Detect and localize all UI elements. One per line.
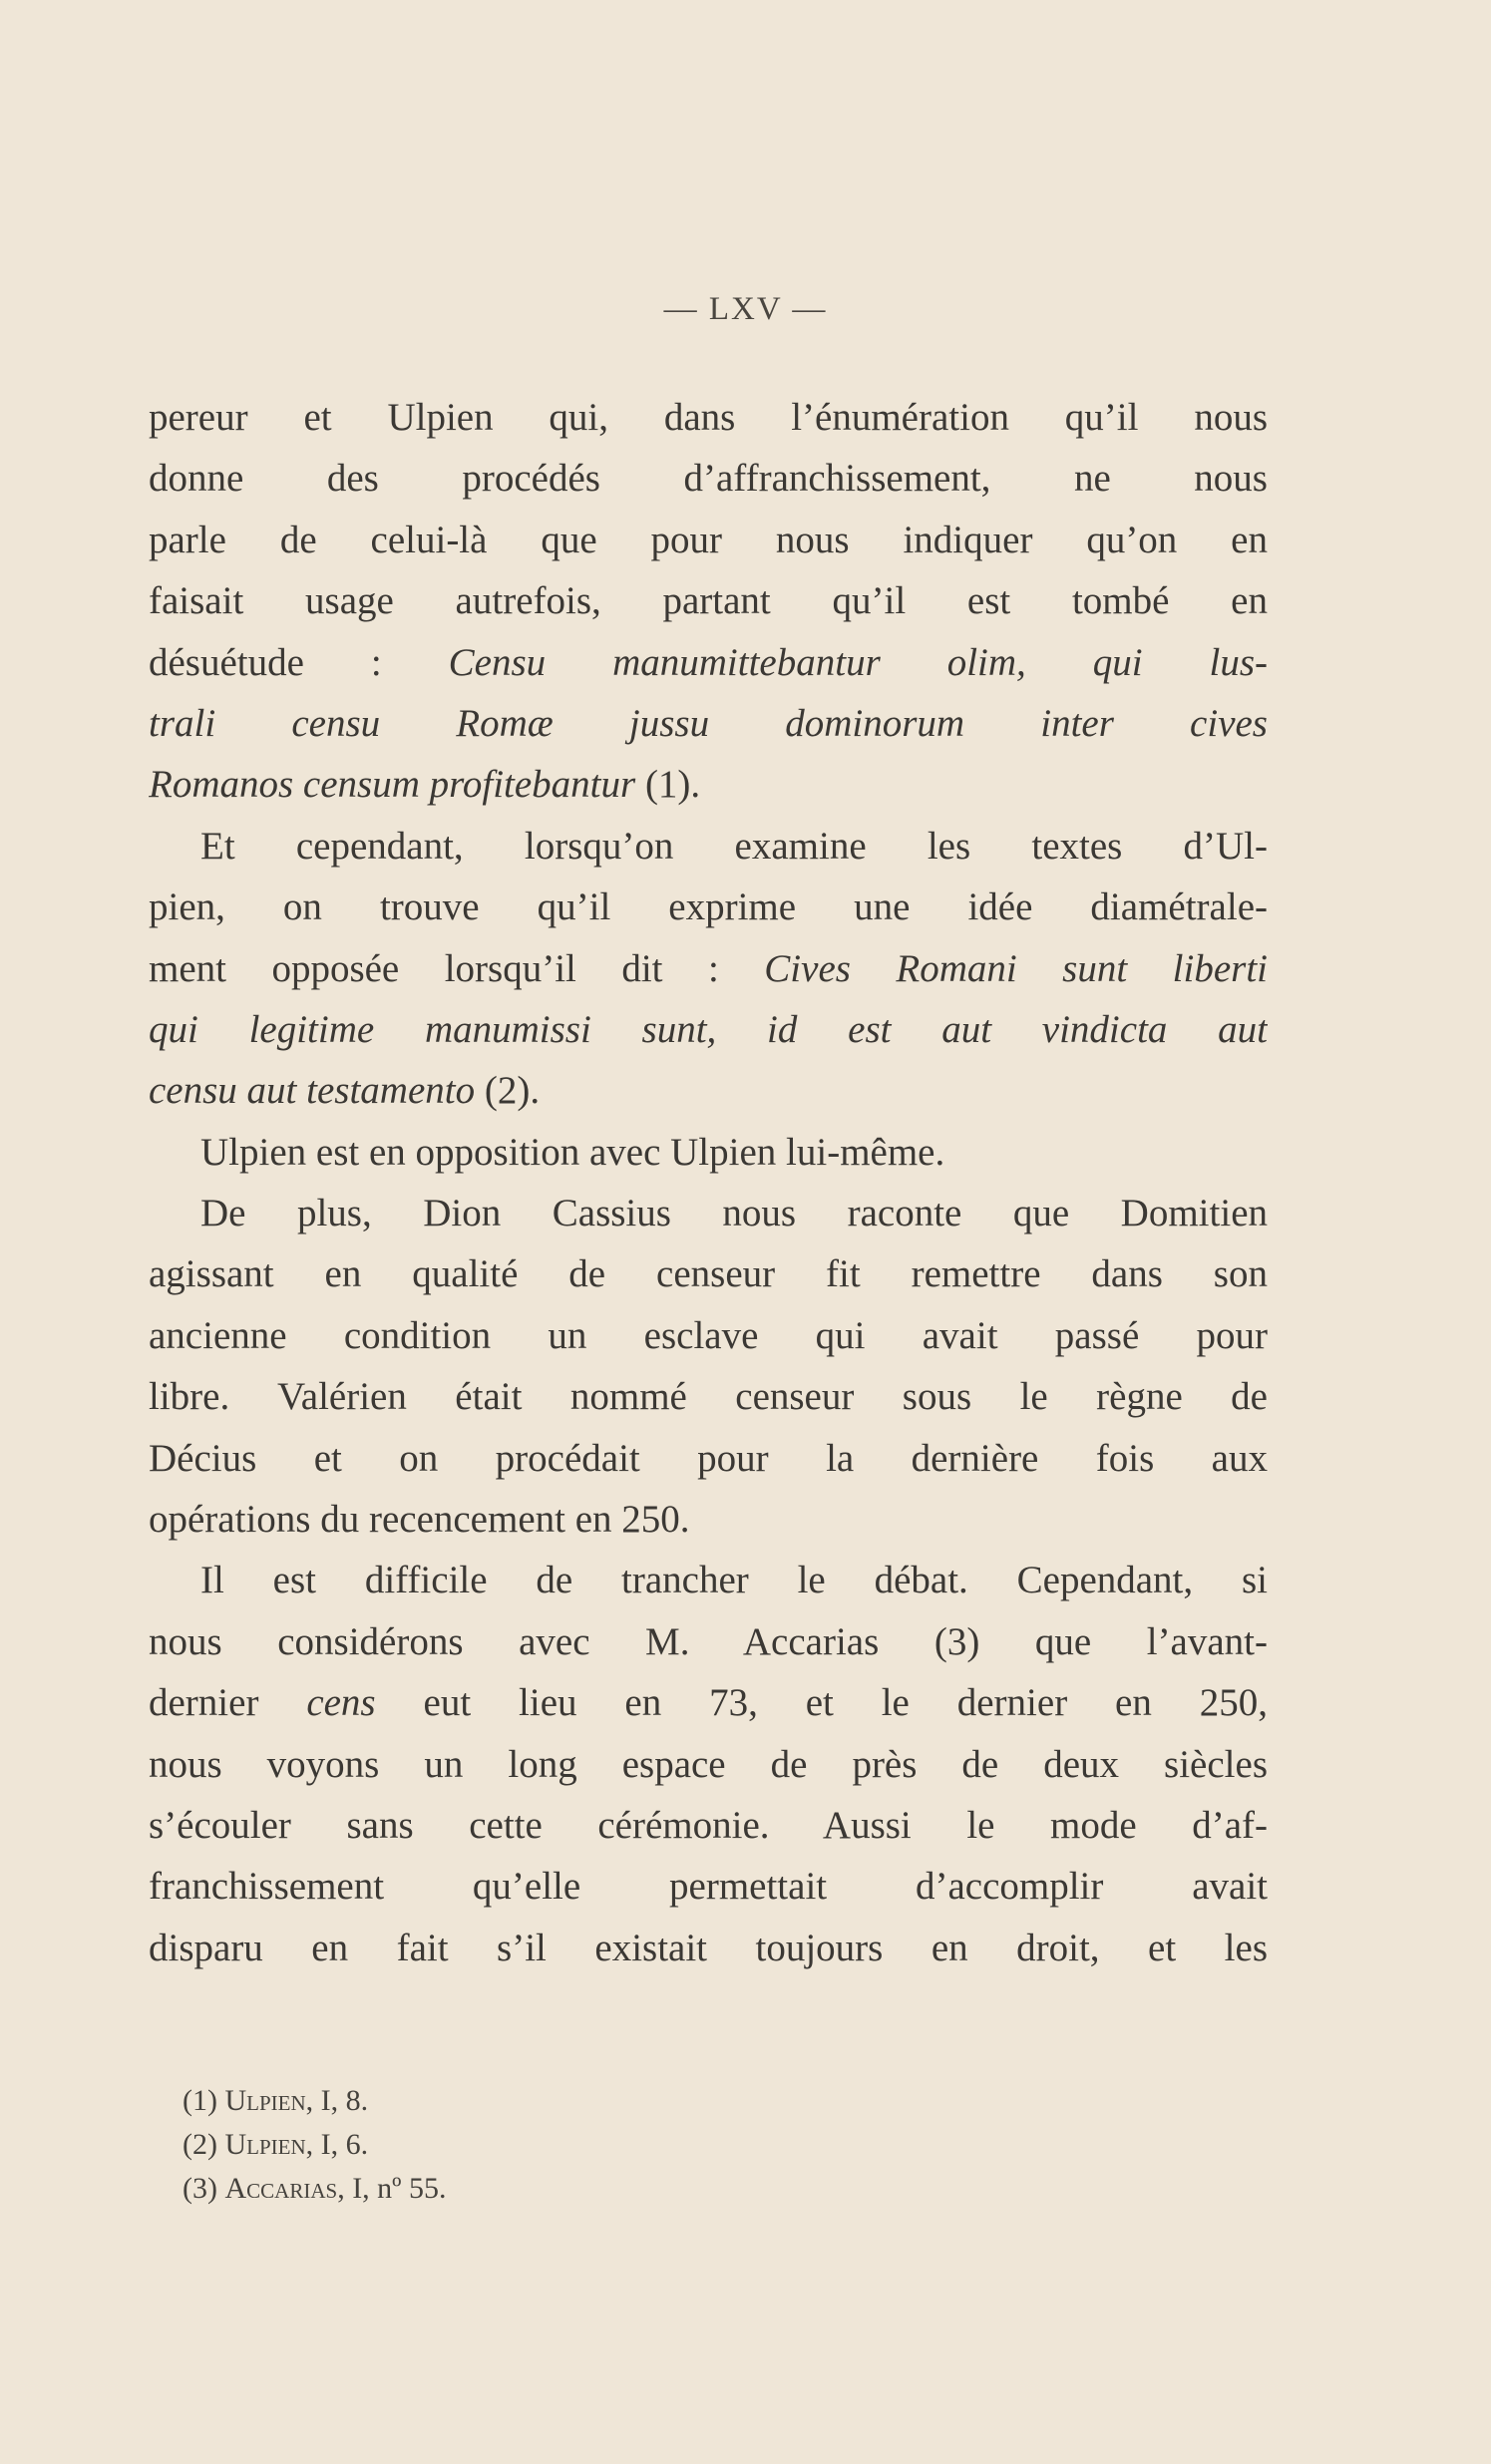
- text-line: [149, 387, 1268, 448]
- text-segment: Il est difficile de trancher le débat. Cependant, si: [200, 1559, 1268, 1602]
- footnote-number: (2): [183, 2128, 225, 2161]
- text-line: [149, 938, 1268, 999]
- text-line: [149, 999, 1268, 1060]
- page-header: — LXV —: [663, 291, 828, 327]
- text-segment: parle de celui-là que pour nous indiquer qu’on en: [149, 518, 1268, 561]
- footnote-number: (1): [183, 2084, 225, 2117]
- text-line: [149, 1366, 1268, 1427]
- footnote-author: Ulpien: [224, 2128, 306, 2161]
- footnote-author: Accarias: [224, 2172, 338, 2205]
- text-segment: nous considérons avec M. Accarias (3) que l’avant-: [149, 1619, 1268, 1663]
- text-line: [149, 1795, 1268, 1856]
- text-line: [149, 754, 1268, 815]
- footnote-number: (3): [183, 2172, 225, 2205]
- italic-text: Romanos censum profitebantur: [149, 763, 636, 807]
- text-line: [149, 1856, 1268, 1917]
- footnotes: [183, 2079, 881, 2211]
- italic-text: censu aut testamento: [149, 1069, 476, 1113]
- text-line: [149, 570, 1268, 631]
- text-segment: pien, on trouve qu’il exprime une idée diamétrale-: [149, 885, 1268, 929]
- text-segment: (1).: [635, 763, 701, 807]
- text-line: [149, 1243, 1268, 1304]
- text-line: [149, 448, 1268, 509]
- text-segment: ancienne condition un esclave qui avait passé pour: [149, 1313, 1268, 1357]
- text-line: [149, 1183, 1268, 1243]
- text-segment: De plus, Dion Cassius nous raconte que Domitien: [200, 1192, 1268, 1235]
- text-line: [149, 1611, 1268, 1672]
- text-segment: opérations du recencement en 250.: [149, 1498, 690, 1542]
- text-line: [149, 1428, 1268, 1489]
- text-segment: disparu en fait s’il existait toujours en droit, et les: [149, 1926, 1268, 1969]
- text-line: [149, 1489, 1268, 1550]
- text-line: [149, 1918, 1268, 1978]
- text-segment: eut lieu en 73, et le dernier en 250,: [375, 1681, 1268, 1725]
- text-line: [149, 1550, 1268, 1610]
- text-segment: (2).: [475, 1069, 541, 1113]
- text-segment: pereur et Ulpien qui, dans l’énumération qu’il nous: [149, 396, 1268, 439]
- italic-text: qui legitime manumissi sunt, id est aut vindicta aut: [149, 1007, 1268, 1051]
- text-line: [149, 1122, 1268, 1183]
- italic-text: Censu manumittebantur olim, qui lus-: [448, 640, 1268, 684]
- text-line: [149, 1305, 1268, 1366]
- text-line: [149, 1060, 1268, 1121]
- text-line: [149, 632, 1268, 693]
- text-line: [149, 510, 1268, 570]
- text-segment: donne des procédés d’affranchissement, ne nous: [149, 457, 1268, 501]
- text-segment: faisait usage autrefois, partant qu’il est tombé en: [149, 579, 1268, 623]
- footnote: [183, 2123, 881, 2167]
- footnote-reference: , I, nº 55.: [337, 2172, 447, 2205]
- italic-text: Cives Romani sunt liberti: [764, 946, 1268, 990]
- italic-text: cens: [306, 1681, 376, 1725]
- text-segment: s’écouler sans cette cérémonie. Aussi le mode d’af-: [149, 1803, 1268, 1847]
- text-line: [149, 816, 1268, 877]
- text-segment: nous voyons un long espace de près de deux siècles: [149, 1742, 1268, 1786]
- text-segment: Ulpien est en opposition avec Ulpien lui-même.: [200, 1130, 945, 1174]
- text-segment: Décius et on procédait pour la dernière fois aux: [149, 1436, 1268, 1480]
- footnote-reference: , I, 8.: [305, 2084, 369, 2117]
- text-line: [149, 877, 1268, 937]
- footnote: [183, 2167, 881, 2211]
- text-line: [149, 693, 1268, 754]
- text-segment: libre. Valérien était nommé censeur sous le règne de: [149, 1375, 1268, 1419]
- text-segment: ment opposée lorsqu’il dit :: [149, 946, 765, 990]
- footnote-author: Ulpien: [224, 2084, 306, 2117]
- footnote: [183, 2079, 881, 2123]
- text-segment: désuétude :: [149, 640, 449, 684]
- text-segment: Et cependant, lorsqu’on examine les textes d’Ul-: [200, 824, 1268, 868]
- text-segment: franchissement qu’elle permettait d’accomplir avait: [149, 1865, 1268, 1909]
- text-segment: agissant en qualité de censeur fit remettre dans son: [149, 1252, 1268, 1296]
- text-segment: dernier: [149, 1681, 307, 1725]
- footnote-reference: , I, 6.: [305, 2128, 369, 2161]
- body-text: [149, 387, 1268, 1978]
- italic-text: trali censu Romæ jussu dominorum inter cives: [149, 701, 1268, 745]
- text-line: [149, 1672, 1268, 1733]
- text-line: [149, 1734, 1268, 1795]
